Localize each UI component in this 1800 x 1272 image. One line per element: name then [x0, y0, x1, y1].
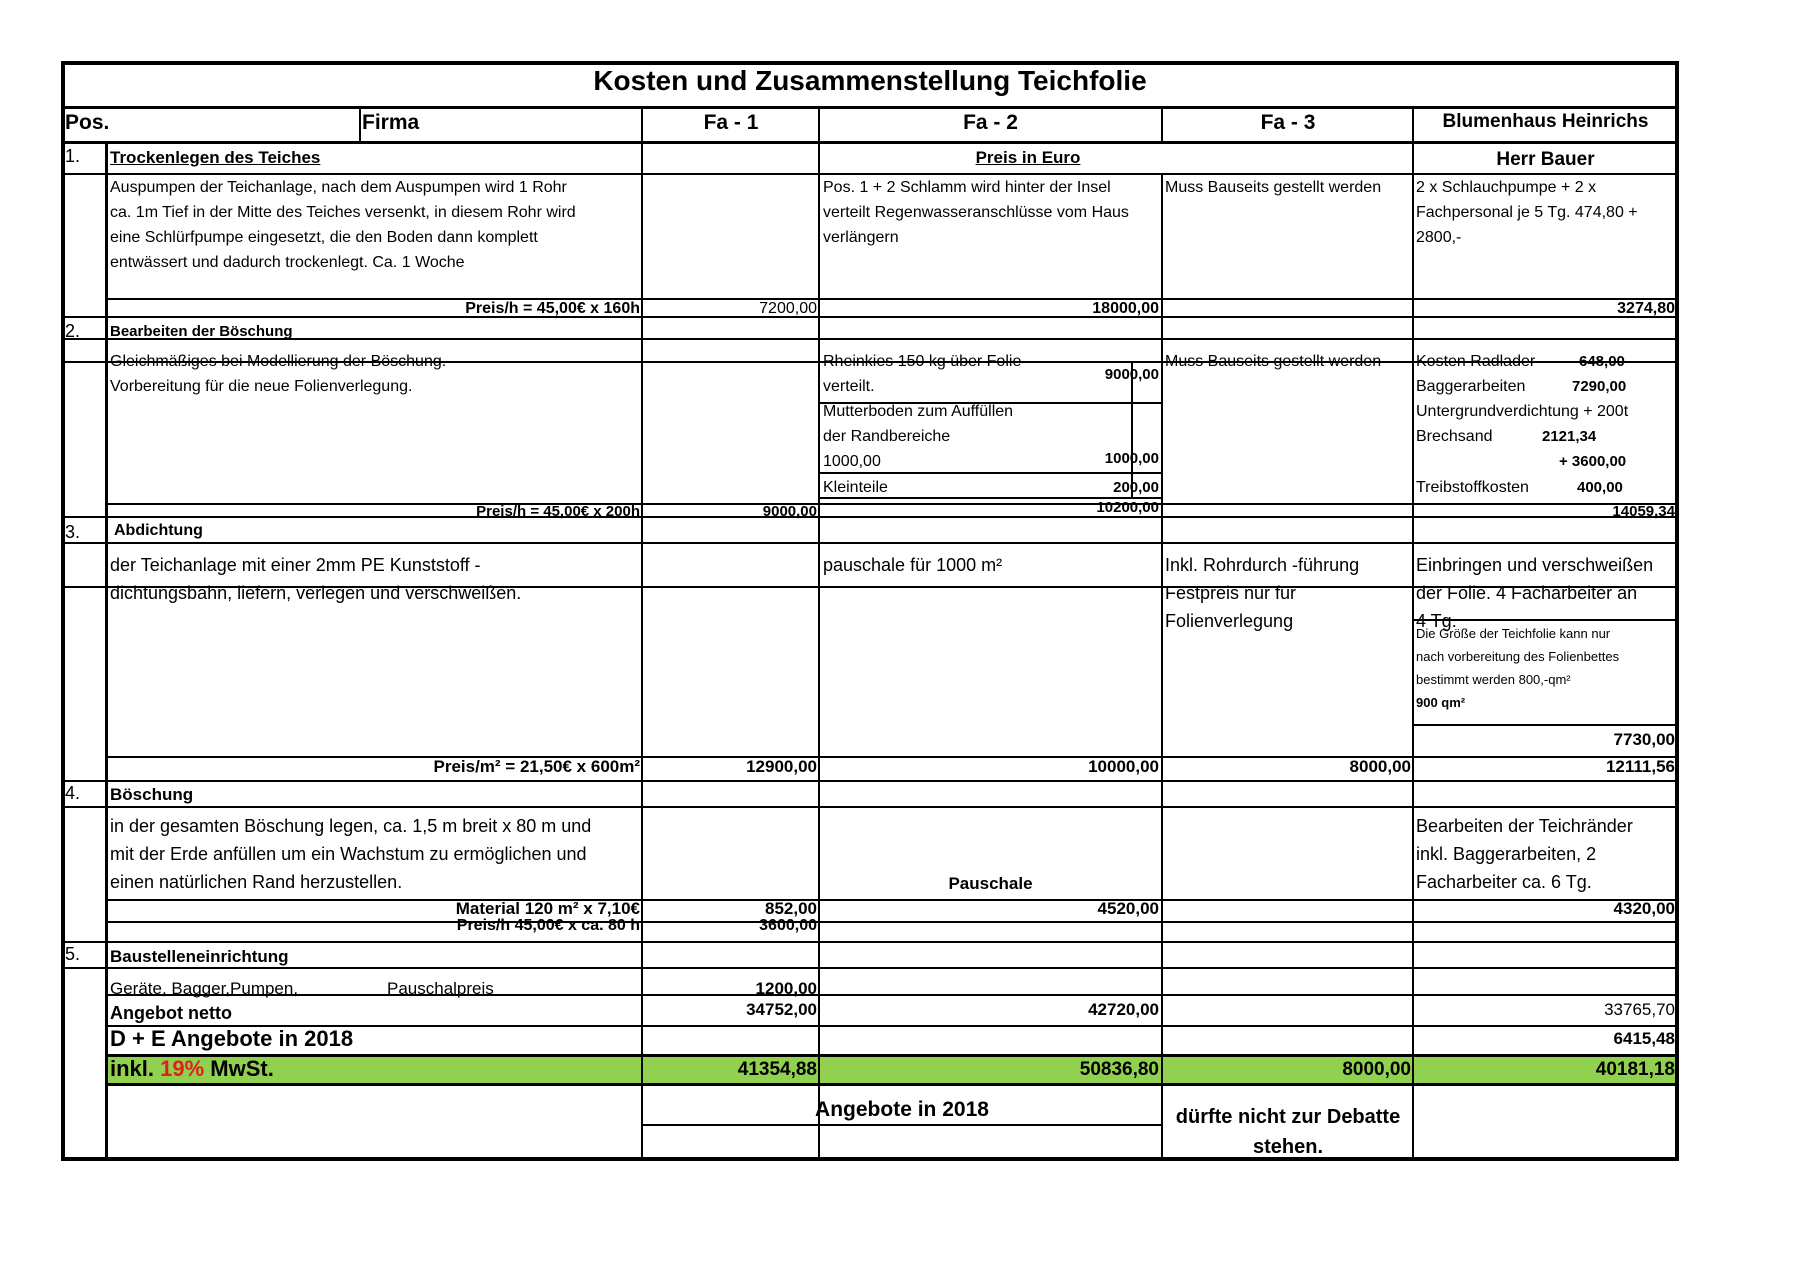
de-angebote-label: D + E Angebote in 2018	[110, 1026, 354, 1051]
mwst-fa1: 41354,88	[737, 1059, 817, 1080]
header-fa3: Fa - 3	[1260, 111, 1316, 134]
s3-desc-1: der Teichanlage mit einer 2mm PE Kunststoff -	[110, 555, 481, 575]
s3-bh-value: 12111,56	[1605, 757, 1675, 776]
herr-bauer: Herr Bauer	[1496, 149, 1595, 170]
grid-line-h	[61, 1157, 1679, 1161]
section-2-title: Bearbeiten der Böschung	[110, 323, 293, 340]
s1-desc-3: eine Schlürfpumpe eingesetzt, die den Boden dann komplett	[110, 229, 538, 246]
mwst-bh: 40181,18	[1595, 1059, 1675, 1080]
s5-geraete: Geräte, Bagger,Pumpen,	[110, 979, 299, 998]
s2-desc-1: Gleichmäßiges bei Modellierung der Böschung.	[110, 353, 447, 370]
s2-bh-brechsand-value: 2121,34	[1542, 428, 1597, 445]
page-title: Kosten und Zusammenstellung Teichfolie	[593, 65, 1147, 96]
s1-fa2-1: Pos. 1 + 2 Schlamm wird hinter der Insel	[823, 179, 1111, 196]
s3-fa2-value: 10000,00	[1088, 757, 1159, 776]
s3-fa3-3: Folienverlegung	[1165, 611, 1294, 631]
grid-line-h	[61, 967, 1679, 969]
s2-fa2-c: Kleinteile	[823, 479, 888, 496]
netto-fa1: 34752,00	[746, 1000, 817, 1019]
header-blumenhaus: Blumenhaus Heinrichs	[1442, 111, 1649, 132]
debatte-line-2: stehen.	[1252, 1136, 1324, 1158]
s3-bh-2: der Folie. 4 Facharbeiter an	[1416, 583, 1638, 603]
s5-fa1-value: 1200,00	[755, 979, 817, 998]
s1-fa1-value: 7200,00	[759, 300, 817, 317]
s2-fa1-value: 9000,00	[762, 503, 817, 520]
grid-line-v	[1675, 61, 1679, 1161]
s3-bh-3: 4 Tg.	[1416, 611, 1457, 631]
preis-in-euro: Preis in Euro	[975, 148, 1081, 167]
s3-fa3-1: Inkl. Rohrdurch -führung	[1165, 555, 1360, 575]
header-firma: Firma	[362, 111, 420, 134]
mwst-fa3: 8000,00	[1342, 1059, 1411, 1080]
s2-bh-brechsand: Brechsand	[1416, 428, 1493, 445]
s2-bh-treibstoff: Treibstoffkosten	[1416, 479, 1529, 496]
s2-desc-2: Vorbereitung für die neue Folienverlegung.	[110, 378, 413, 395]
netto-label: Angebot netto	[110, 1003, 232, 1023]
s4-preis-label: Preis/h 45,00€ x ca. 80 h	[456, 917, 640, 934]
s2-fa2-c-value: 200,00	[1113, 479, 1159, 496]
s3-bh-note-4: 900 qm²	[1416, 695, 1466, 710]
s4-bh-1: Bearbeiten der Teichränder	[1416, 816, 1633, 836]
netto-fa2: 42720,00	[1088, 1000, 1159, 1019]
s4-fa2-text: Pauschale	[948, 874, 1033, 893]
grid-line-v	[61, 61, 65, 1161]
s1-fa2-2: verteilt Regenwasseranschlüsse vom Haus	[823, 204, 1129, 221]
s3-bh-note-2: nach vorbereitung des Folienbettes	[1416, 649, 1620, 664]
grid-line-h	[61, 338, 1679, 340]
s1-desc-1: Auspumpen der Teichanlage, nach dem Auspumpen wird 1 Rohr	[110, 179, 567, 196]
debatte-line-1: dürfte nicht zur Debatte	[1175, 1106, 1401, 1128]
s2-fa2-a-1: Rheinkies 150 kg über Folie	[823, 353, 1022, 370]
grid-line-h	[61, 941, 1679, 943]
s2-bh-bagger: Baggerarbeiten	[1416, 378, 1526, 395]
s2-price-label: Preis/h = 45,00€ x 200h	[476, 503, 640, 520]
section-4-title: Böschung	[110, 785, 194, 804]
section-3-title: Abdichtung	[114, 522, 203, 539]
s4-desc-1: in der gesamten Böschung legen, ca. 1,5 m breit x 80 m und	[110, 816, 592, 836]
header-fa1: Fa - 1	[703, 111, 759, 134]
s2-bh-radlader-value: 648,00	[1579, 353, 1625, 370]
s2-bh-treibstoff-value: 400,00	[1577, 479, 1623, 496]
section-1-title: Trockenlegen des Teiches	[110, 148, 321, 167]
s1-fa2-3: verlängern	[823, 229, 899, 246]
grid-line-v	[1161, 173, 1163, 1161]
s5-pauschalpreis: Pauschalpreis	[387, 979, 494, 998]
angebote-2018: Angebote in 2018	[815, 1098, 989, 1121]
s1-bh-3: 2800,-	[1416, 229, 1462, 246]
s3-bh-subtotal: 7730,00	[1613, 730, 1675, 749]
s2-bh-radlader: Kosten Radlader	[1416, 353, 1536, 370]
s3-fa2-text: pauschale für 1000 m²	[823, 555, 1003, 575]
s1-fa3-text: Muss Bauseits gestellt werden	[1165, 179, 1382, 196]
s2-fa2-b-2: der Randbereiche	[823, 428, 951, 445]
de-bh: 6415,48	[1613, 1029, 1675, 1048]
s2-fa2-a-value: 9000,00	[1104, 366, 1159, 383]
s4-material-fa1: 852,00	[765, 899, 817, 918]
cost-sheet	[61, 61, 1679, 1161]
s2-fa2-value: 10200,00	[1096, 499, 1159, 516]
grid-line-h	[641, 1124, 1161, 1126]
s2-fa2-b-1: Mutterboden zum Auffüllen	[823, 403, 1014, 420]
s1-desc-2: ca. 1m Tief in der Mitte des Teiches versenkt, in diesem Rohr wird	[110, 204, 576, 221]
s1-price-label: Preis/h = 45,00€ x 160h	[465, 300, 640, 317]
grid-line-h	[61, 542, 1679, 544]
s3-fa3-value: 8000,00	[1349, 757, 1411, 776]
netto-bh: 33765,70	[1604, 1000, 1675, 1019]
grid-line-v	[359, 106, 361, 141]
s2-bh-plus: + 3600,00	[1559, 453, 1627, 470]
mwst-suffix: MwSt.	[204, 1056, 274, 1081]
s3-bh-3-clip	[1416, 605, 1674, 631]
s4-bh-2: inkl. Baggerarbeiten, 2	[1416, 844, 1597, 864]
s4-fa2-value: 4520,00	[1097, 899, 1159, 918]
s4-desc-3: einen natürlichen Rand herzustellen.	[110, 872, 403, 892]
grid-line-v	[105, 141, 108, 1161]
s4-bh-3: Facharbeiter ca. 6 Tg.	[1416, 872, 1592, 892]
mwst-prefix: inkl.	[110, 1056, 161, 1081]
mwst-fa2: 50836,80	[1079, 1059, 1159, 1080]
s2-bh-bagger-value: 7290,00	[1572, 378, 1627, 395]
s2-fa2-b-3: 1000,00	[823, 453, 881, 470]
s3-fa1-value: 12900,00	[746, 757, 817, 776]
s1-bh-1: 2 x Schlauchpumpe + 2 x	[1416, 179, 1597, 196]
s2-bh-untergrund: Untergrundverdichtung + 200t	[1416, 403, 1629, 420]
s4-desc-2: mit der Erde anfüllen um ein Wachstum zu ermöglichen und	[110, 844, 587, 864]
section-1-number: 1.	[65, 146, 81, 166]
s3-price-label: Preis/m² = 21,50€ x 600m²	[433, 757, 640, 776]
s2-fa2-b-value: 1000,00	[1104, 450, 1159, 467]
grid-line-h	[818, 472, 1161, 474]
s1-fa2-value: 18000,00	[1092, 300, 1159, 317]
s4-bh-value: 4320,00	[1613, 899, 1675, 918]
s3-fa3-2: Festpreis nur für	[1165, 583, 1297, 603]
s3-bh-note-3: bestimmt werden 800,-qm²	[1416, 672, 1571, 687]
mwst-label	[110, 1054, 274, 1084]
s3-bh-1: Einbringen und verschweißen	[1416, 555, 1654, 575]
s1-desc-4: entwässert und dadurch trockenlegt. Ca. 1 Woche	[110, 254, 465, 271]
header-pos: Pos.	[65, 111, 110, 134]
s3-bh-note-1: Die Größe der Teichfolie kann nur	[1416, 626, 1611, 641]
s2-bh-value: 14059,34	[1612, 503, 1675, 520]
mwst-percent: 19%	[160, 1056, 205, 1081]
section-4-number: 4.	[65, 783, 81, 803]
s1-bh-2: Fachpersonal je 5 Tg. 474,80 +	[1416, 204, 1638, 221]
s1-bh-value: 3274,80	[1617, 300, 1675, 317]
s3-desc-2: dichtungsbahn, liefern, verlegen und verschweißen.	[110, 583, 522, 603]
s4-material-label: Material 120 m² x 7,10€	[455, 899, 640, 918]
header-fa2: Fa - 2	[963, 111, 1018, 134]
section-3-number: 3.	[65, 522, 81, 542]
section-5-number: 5.	[65, 944, 81, 964]
grid-line-h	[61, 806, 1679, 808]
s2-fa2-a-2: verteilt.	[823, 378, 875, 395]
section-5-title: Baustelleneinrichtung	[110, 947, 289, 966]
s4-preis-fa1: 3600,00	[759, 917, 817, 934]
section-2-number: 2.	[65, 321, 81, 341]
s2-fa3-text: Muss Bauseits gestellt werden	[1165, 353, 1382, 370]
